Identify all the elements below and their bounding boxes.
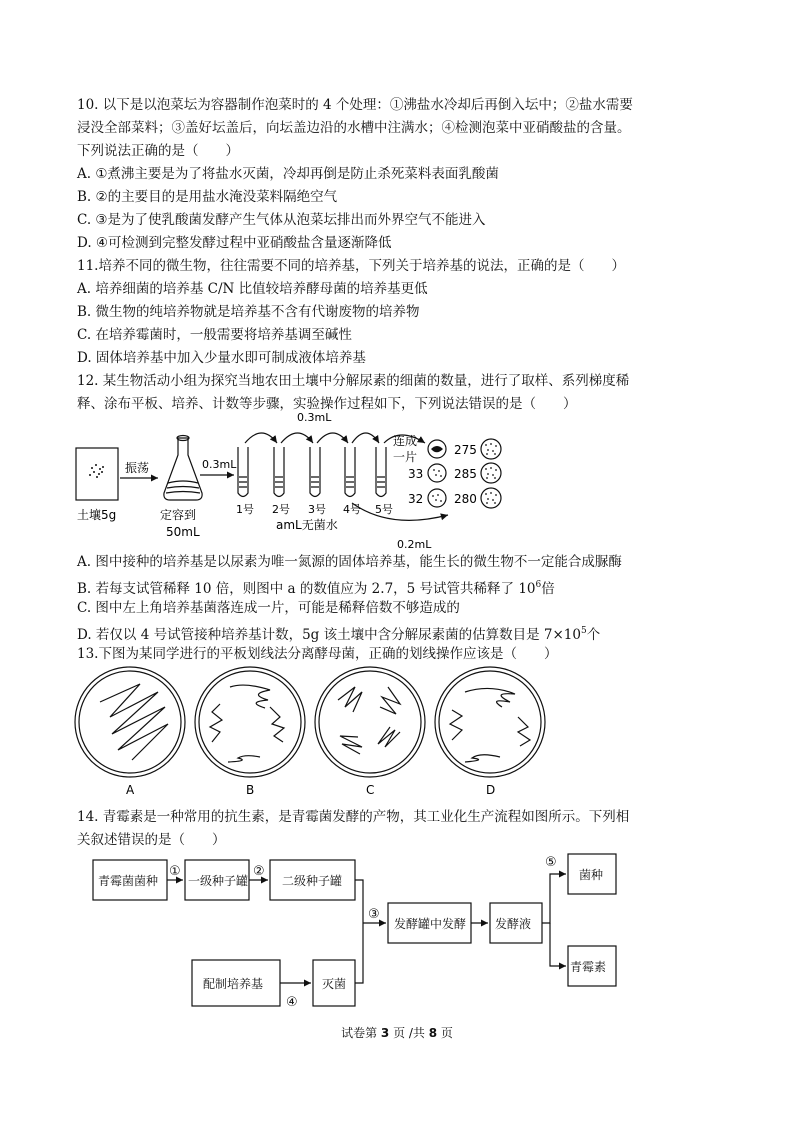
footer-mid: 页 /共 — [389, 1026, 429, 1040]
count-right-3: 280 — [454, 492, 477, 506]
q12-option-b-text: B. 若每支试管稀释 10 倍，则图中 a 的数值应为 2.7，5 号试管共稀释了 10 — [77, 581, 536, 597]
count-right-2: 285 — [454, 467, 477, 481]
tube-label-1: 1号 — [236, 503, 254, 516]
soil-sample-box — [76, 448, 118, 500]
tube-label-4: 4号 — [343, 503, 361, 516]
count-left-1: 33 — [408, 467, 424, 481]
q12-option-d-exponent: 5 — [581, 626, 587, 636]
box-label-sterilize: 灭菌 — [322, 977, 347, 991]
flask-label-1: 定容到 — [160, 508, 197, 522]
step-5: ⑤ — [545, 855, 557, 870]
tube-label-5: 5号 — [375, 503, 393, 516]
q13-stem: 13.下图为某同学进行的平板划线法分离酵母菌，正确的划线操作应该是（ ） — [77, 646, 558, 662]
volume-label-1: 0.3mL — [202, 458, 237, 471]
footer-post: 页 — [437, 1026, 453, 1040]
q10-stem-line3: 下列说法正确的是（ ） — [77, 143, 239, 159]
q12-option-d — [77, 622, 600, 644]
box-label-ferment: 发酵罐中发酵 — [394, 917, 467, 931]
q12-option-d-tail: 个 — [586, 627, 601, 643]
volume-label-bottom: 0.2mL — [397, 538, 432, 551]
q11-option-a: A. 培养细菌的培养基 C/N 比值较培养酵母菌的培养基更低 — [77, 281, 428, 297]
shake-label: 振荡 — [125, 461, 150, 475]
q12-option-b-exponent: 6 — [535, 580, 542, 590]
plate-label-d: D — [486, 783, 496, 797]
streak-plates-figure — [70, 662, 550, 800]
plate-b — [195, 667, 305, 777]
plates-right — [481, 439, 501, 508]
count-left-2: 32 — [408, 492, 424, 506]
box-label-seed-out: 菌种 — [579, 868, 604, 882]
merged-colony — [431, 446, 443, 452]
plate-label-b: B — [246, 783, 255, 797]
q11-option-b: B. 微生物的纯培养物就是培养基不含有代谢废物的培养物 — [77, 304, 420, 320]
tube-label-2: 2号 — [272, 503, 290, 516]
flask-label-2: 50mL — [166, 525, 200, 539]
q12-option-d-text: D. 若仅以 4 号试管接种培养基计数，5g 该土壤中含分解尿素菌的估算数目是 7×10 — [77, 627, 581, 643]
count-right-1: 275 — [454, 443, 477, 457]
penicillin-flowchart — [85, 848, 625, 1013]
q10-option-d: D. ④可检测到完整发酵过程中亚硝酸盐含量逐渐降低 — [77, 235, 392, 251]
q11-stem: 11.培养不同的微生物，往往需要不同的培养基，下列关于培养基的说法，正确的是（ ） — [77, 258, 625, 274]
step-3: ③ — [368, 907, 380, 922]
colony-dots-right — [485, 443, 497, 504]
q11-option-d: D. 固体培养基中加入少量水即可制成液体培养基 — [77, 350, 366, 366]
footer-pre: 试卷第 — [341, 1026, 381, 1040]
q10-option-b: B. ②的主要目的是用盐水淹没菜料隔绝空气 — [77, 189, 338, 205]
test-tubes — [238, 447, 386, 497]
box-label-seed1: 一级种子罐 — [188, 874, 249, 888]
q12-stem-line2: 释、涂布平板、培养、计数等步骤，实验操作过程如下，下列说法错误的是（ ） — [77, 396, 577, 412]
volumetric-flask — [164, 436, 202, 501]
q14-stem-line2: 关叙述错误的是（ ） — [77, 832, 226, 848]
step-1: ① — [169, 864, 181, 879]
q12-option-b-tail: 倍 — [541, 581, 555, 597]
q10-stem-line1: 10. 以下是以泡菜坛为容器制作泡菜时的 4 个处理：①沸盐水冷却后再倒入坛中；②盐水需要 — [77, 97, 633, 113]
volume-label-top: 0.3mL — [297, 411, 332, 424]
footer-page-number: 3 — [380, 1026, 390, 1040]
soil-label: 土壤5g — [77, 508, 117, 522]
q11-option-c: C. 在培养霉菌时，一般需要将培养基调至碱性 — [77, 327, 352, 343]
tube-label-3: 3号 — [308, 503, 326, 516]
plate-c — [315, 667, 425, 777]
plate-a — [75, 667, 185, 777]
step-2: ② — [253, 864, 265, 879]
box-label-medium: 配制培养基 — [203, 977, 264, 991]
box-label-penicillin: 青霉素 — [570, 960, 607, 974]
q14-stem-line1: 14. 青霉素是一种常用的抗生素，是青霉菌发酵的产物，其工业化生产流程如图所示。下列相 — [77, 809, 630, 825]
q10-stem-line2: 浸没全部菜料；③盖好坛盖后，向坛盖边沿的水槽中注满水；④检测泡菜中亚硝酸盐的含量。 — [77, 120, 631, 136]
dilution-figure — [70, 405, 540, 555]
box-label-broth: 发酵液 — [495, 917, 532, 931]
q12-option-c: C. 图中左上角培养基菌落连成一片，可能是稀释倍数不够造成的 — [77, 600, 460, 616]
page-footer — [0, 1024, 794, 1041]
plate-label-a: A — [126, 783, 135, 797]
q12-option-a: A. 图中接种的培养基是以尿素为唯一氮源的固体培养基，能生长的微生物不一定能合成脲酶 — [77, 554, 622, 570]
footer-total-pages: 8 — [428, 1026, 438, 1040]
colony-dots-left — [432, 469, 442, 502]
merged-label-2: 一片 — [393, 450, 418, 464]
plate-label-c: C — [366, 783, 375, 797]
q12-option-b — [77, 576, 555, 598]
box-label-seed2: 二级种子罐 — [282, 874, 343, 888]
step-4: ④ — [286, 995, 298, 1010]
plate-d — [435, 667, 545, 777]
merged-label-1: 连成 — [393, 434, 418, 448]
box-label-strain: 青霉菌菌种 — [98, 874, 159, 888]
q10-option-a: A. ①煮沸主要是为了将盐水灭菌，冷却再倒是防止杀死菜料表面乳酸菌 — [77, 166, 499, 182]
sterile-water-label: amL无菌水 — [276, 518, 338, 532]
q12-stem-line1: 12. 某生物活动小组为探究当地农田土壤中分解尿素的细菌的数量，进行了取样、系列梯度稀 — [77, 373, 630, 389]
soil-dots — [89, 464, 104, 478]
q10-option-c: C. ③是为了使乳酸菌发酵产生气体从泡菜坛排出而外界空气不能进入 — [77, 212, 486, 228]
